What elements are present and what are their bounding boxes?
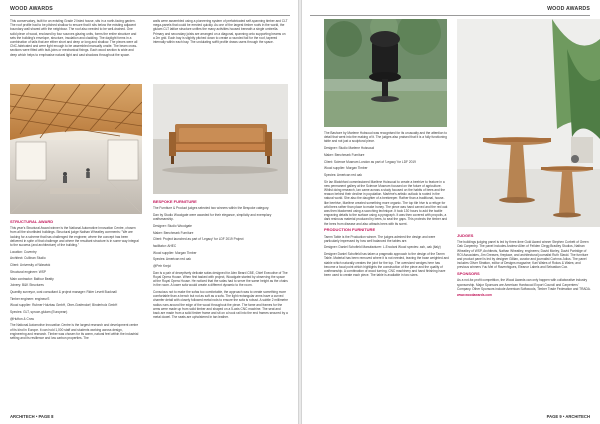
structural-award-section	[10, 218, 140, 343]
bespoke-body: Conscious not to make the sofas too comfortable, the approach was to create something more comfortable than a bench but not as soft as a sofa. The light rectangular arms have a curved chamfer detail with closely followed metal rods to ensure the sofa is robust. A subtle 2 millimetre radius runs around the edge of the wood throughout the piece. The fame and frames for the arms were made up from solid timber and shaped on a 5-axis CNC machine. The seat and back are made from a solid timber frame and sit on a hook rail into the end frames secured by a metal dowel. The seats are upholstered in tan leather.	[153, 290, 288, 320]
credit-line: Designer: Studio Woodgate	[153, 223, 192, 228]
right-page-footer: PAGE 9 • ARCHITECH	[546, 414, 590, 419]
structural-closing-paragraph: The National Automotive Innovation Centre is the largest research and development centre of its kind in Europe. It can hold 1,000 staff and students working across design, engineering and research. Timber was chosen for its warm, natural feel within the industrial setting and its resilience and low carbon properties. The	[10, 323, 139, 341]
bespoke-body: Dan is a pair of deceptively delicate sofas designed for Alex Beard CBE, Chief Executive of The Royal Opera House. When first tasked with project, Woodgate started by observing the space at the Royal Opera House. He noticed that the sofas had to serve the same height as the chairs in the room. A lower sofa would create a different dynamic to the room.	[153, 270, 288, 288]
sponsors-heading: SPONSORS	[457, 271, 480, 277]
structural-award-heading: STRUCTURAL AWARD	[10, 219, 54, 224]
sponsors-body: As a not-for-profit competition, the Wood Awards can only happen with collaborative industry sponsorship. Major Sponsors are American Hardwood Export Council and Carpenters' Company. Other Sponsors include American Softwoods, Timber Trade Federation and TRADA.	[457, 278, 591, 291]
credit-line: Architect: Cullinan Studio	[10, 256, 46, 261]
bashori-section	[324, 131, 449, 280]
beehive-photo	[324, 19, 447, 127]
left-column-1-intro	[10, 19, 140, 59]
credit-line: Joinery: B&K Structures	[10, 283, 44, 288]
credit-line: Wood supplier: Morgan Timber	[153, 250, 197, 255]
wood-awards-link[interactable]: www.woodawards.com	[457, 293, 492, 298]
atrium-photo	[10, 84, 142, 214]
left-page	[0, 0, 298, 424]
credit-line: Client: Science Museum London as part of 'Legacy' for LDF 2019	[324, 159, 416, 164]
bashori-intro: The Bashore by Marlene Hubsoud was recognised for its unusualty and the attention to detail that went into the making of it. The judges also praised that it is a fully functioning table and not just a sculptural piece.	[324, 131, 447, 144]
credit-line: Maker: Benchmark Furniture	[324, 152, 365, 157]
credit-line: Species: GLT, spruce-glulam (European)	[10, 310, 68, 315]
judges-body: The buildings judging panel is led by three-time Gold Award winner Stephen Corbett of Green Oak Carpentry. The panel includes Andrew Allen of Feilden Clegg Bradley Studios, Nathan Wheatley of WSP, Architects, Nathan Wheatley, engineers; David Morley, David Partridge of ROI Associates, Jim Greaves, fireplace, and architectural journalist Ruth Slavid. The furniture and product panel is led by designer Gillian, curator and journalist Corinna Julius. The panel includes Oliver Stratton, editor of Designs magazine; Kari Wales of Rokos & Wales; and previous winners Yuu Mei of Ravenhigues, Eleanor Labels and Sebastian Cox.	[457, 240, 589, 270]
credit-line: Maker: Benchmark Furniture	[153, 230, 194, 235]
production-paragraph: Designer Daniel Schofield has taken a pragmatic approach to the design of the Tamm Table. Material has been removed where it is not needed, leaving the base weighted and stable which naturally creates the joint for the top. The oversized wedges here has become a focal point which highlights the construction of the piece and the quality of craftmanship. A combination of wood turning, CNC machinery and hand finishing have been used to create each piece. The table is available in two sizes.	[324, 252, 449, 278]
production-furniture-heading: PRODUCTION FURNITURE	[324, 227, 376, 233]
left-header-rule	[10, 15, 290, 16]
right-page	[302, 0, 600, 424]
credit-line: Quantity surveyor, cost consultant & project manager: Rider Levett Bucknall	[10, 289, 117, 294]
credit-line: Timber engineer: engineurS	[10, 296, 50, 301]
left-page-footer: ARCHITECH • PAGE 8	[10, 414, 54, 419]
left-running-header: WOOD AWARDS	[10, 6, 53, 12]
structure-continued: walls were assembled using a pioneering system of prefabricated self-spanning timber and CLT mega-panels that could be erected quickly. As one of the largest timber roofs in the world, the glulam CLT lattice structure unifies the many activities housed beneath a single umbrella. Primary and secondary joists are arranged on a diagonal, spanning onto supporting beams on a 2m grid. Each bay is slightly pitched down to create a rounded fall for the roof, tapered internally within each bay. The undulating soffit profile draws users through the space.	[153, 19, 288, 45]
bespoke-paragraph: The Furniture & Product judges selected two winners within the Bespoke category.	[153, 206, 270, 211]
production-paragraph: Designer: Daniel Schofield Manufacturer: L.Ercolani Wood species: ash, oak (Italy)	[324, 245, 441, 250]
credit-line: Client: Project launched as part of 'Legacy' for LDF 2019 Project	[153, 237, 244, 242]
photo-credit: @Petr Krejci	[153, 264, 171, 269]
bespoke-furniture-heading: BESPOKE FURNITURE	[153, 199, 197, 204]
right-header-rule	[310, 15, 590, 16]
photo-credit: @Hufton & Crow	[10, 316, 34, 321]
credit-line: Wood supplier: Morgan Timber	[324, 166, 368, 171]
bashori-body: Sir Ian Blatchford commissioned Marlène Huissoud to create a beehive to feature in a new permanent gallery at the Science Museum focused on the future of agriculture. Whilst doing research, Ian came across a study focused on the habits of bees and the reason behind their decline in population. Marlène's artistic outlook is rooted in the natural world. She also the daughter of a beekeeper. Rather than a traditional, house-like beehive, Marlène created something more organic. The top tile hive is a refuge for wild bees rather than place to make honey. The piece was hand carved and the red oak was then blackened using a scorching technique. It took 130 hours to add the tactile engraving details to the surface using a pyrograph. It was then covered with propolis, a dark resinous material produced by bees, to seal the gaps. This protects the timber and the bees from disease and also attracts bees with its scent.	[324, 179, 448, 226]
bespoke-paragraph: Dan by Studio Woodgate were awarded for their elegance, simplicity and exemplary craftsmanship.	[153, 212, 272, 222]
right-running-header: WOOD AWARDS	[547, 6, 590, 12]
credit-line: Location: Coventry	[10, 249, 37, 254]
judges-heading: JUDGES	[457, 233, 474, 238]
bespoke-furniture-section	[153, 198, 288, 322]
credit-line: Designer: Studio Marlene Huissoud	[324, 146, 375, 151]
credit-line: Main contractor: Balfour Beatty	[10, 276, 54, 281]
credit-line: Wood supplier: Rubner Holzbau GmbH, Ober-Grafendorf; Binderholz GmbH	[10, 303, 118, 308]
conservatory-intro: This conservatory, built for an existing Grade 2 listed house, sits in a north-facing garden. The roof profile had to be pitched shallow to ensure that it sits below the existing adjacent boundary wall shared with the neighbour. The roof also needed to be well-drained. One solid piece of wood, enclosed by four sources glazing units, forms the entire structure and sets the building's envelope, structure, insulation and cladding. The daylight forms in a combination of tails that are either short and deep or long and shallow. The pieces were all CNC-fabricated and were light enough to be assembled manually onsite. The beam cross-sections were fitted with butt-joins or mechanical fixings. Each wood section is wide and deep which helps to emphasise natural light and cast shadows throughout the space.	[10, 19, 138, 57]
tamm-table-photo	[457, 19, 600, 227]
left-column-2-top	[153, 19, 288, 47]
credit-line: Species: American red oak	[153, 257, 191, 262]
credit-line: Client: University of Warwick	[10, 263, 51, 268]
credit-line: Structural engineer: WSP	[10, 269, 46, 274]
structural-award-paragraph: This year's Structural Award winner is the National Automotive Innovation Centre, chosen from all the shortlisted buildings. Structural judge Nathan Wheatley comments: "We are looking for a scheme that has challenged the engineer, where the concept has been delivered in spite of that challenge and where the resultant structure is in some way integral to the success (and architecture) of the building."	[10, 226, 139, 248]
judges-sponsors-section	[457, 232, 592, 300]
credit-line: Species: American red oak	[324, 172, 362, 177]
sofa-photo	[153, 84, 288, 194]
credit-line: facilitator: AHEC	[153, 243, 177, 248]
production-paragraph: Tamm Table is the Production winner. The judges admired the design and were particularly impressed by how well balanced the tables are.	[324, 234, 436, 243]
